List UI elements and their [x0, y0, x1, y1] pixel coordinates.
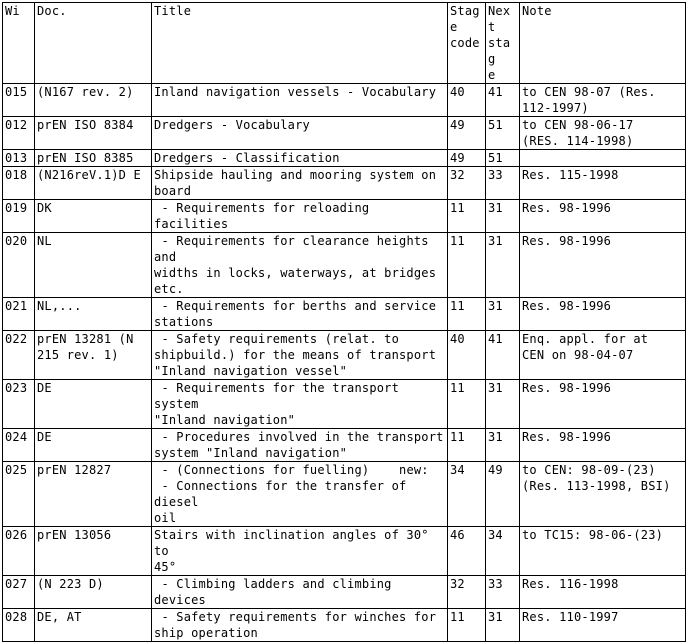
- cell-stage-code: 40: [448, 331, 486, 380]
- cell-next-stage: 31: [486, 609, 520, 642]
- cell-wi: 020: [3, 233, 35, 298]
- table-row: [3, 200, 686, 233]
- cell-next-stage: 31: [486, 429, 520, 462]
- cell-note: Res. 115-1998: [520, 167, 686, 200]
- cell-note: Res. 110-1997: [520, 609, 686, 642]
- header-row: [3, 3, 686, 84]
- cell-title: - Requirements for reloading facilities: [152, 200, 448, 233]
- cell-doc: prEN ISO 8384: [35, 117, 152, 150]
- header-stage-code: Stage code: [448, 3, 486, 84]
- table-row: [3, 429, 686, 462]
- table-row: [3, 233, 686, 298]
- cell-next-stage: 33: [486, 167, 520, 200]
- header-note: Note: [520, 3, 686, 84]
- cell-stage-code: 34: [448, 462, 486, 527]
- cell-wi: 018: [3, 167, 35, 200]
- table-row: [3, 84, 686, 117]
- cell-wi: 013: [3, 150, 35, 167]
- work-items-table: [2, 2, 686, 642]
- cell-next-stage: 51: [486, 150, 520, 167]
- header-wi: Wi: [3, 3, 35, 84]
- cell-stage-code: 11: [448, 233, 486, 298]
- cell-next-stage: 33: [486, 576, 520, 609]
- table-header: [3, 3, 686, 84]
- cell-next-stage: 31: [486, 200, 520, 233]
- cell-title: - Safety requirements for winches for ship operation: [152, 609, 448, 642]
- cell-stage-code: 49: [448, 117, 486, 150]
- cell-stage-code: 49: [448, 150, 486, 167]
- cell-note: Res. 98-1996: [520, 200, 686, 233]
- cell-stage-code: 11: [448, 380, 486, 429]
- table-row: [3, 527, 686, 576]
- cell-title: - Requirements for clearance heights and widths in locks, waterways, at bridges etc.: [152, 233, 448, 298]
- cell-note: Res. 98-1996: [520, 429, 686, 462]
- cell-next-stage: 31: [486, 298, 520, 331]
- cell-title: Stairs with inclination angles of 30° to 45°: [152, 527, 448, 576]
- cell-doc: prEN 13056: [35, 527, 152, 576]
- cell-doc: prEN ISO 8385: [35, 150, 152, 167]
- header-title: Title: [152, 3, 448, 84]
- cell-wi: 027: [3, 576, 35, 609]
- cell-wi: 025: [3, 462, 35, 527]
- cell-wi: 022: [3, 331, 35, 380]
- cell-doc: (N216reV.1)D E: [35, 167, 152, 200]
- cell-note: [520, 150, 686, 167]
- cell-note: to CEN 98-06-17 (RES. 114-1998): [520, 117, 686, 150]
- table-row: [3, 117, 686, 150]
- cell-next-stage: 31: [486, 380, 520, 429]
- cell-title: - Safety requirements (relat. to shipbuild.) for the means of transport "Inland navigation vessel": [152, 331, 448, 380]
- table-row: [3, 609, 686, 642]
- cell-title: - Requirements for berths and service stations: [152, 298, 448, 331]
- cell-doc: DE: [35, 380, 152, 429]
- cell-stage-code: 40: [448, 84, 486, 117]
- cell-title: Inland navigation vessels - Vocabulary: [152, 84, 448, 117]
- cell-title: - Requirements for the transport system "Inland navigation": [152, 380, 448, 429]
- table-row: [3, 462, 686, 527]
- table-row: [3, 576, 686, 609]
- table-row: [3, 380, 686, 429]
- header-doc: Doc.: [35, 3, 152, 84]
- cell-note: Res. 98-1996: [520, 233, 686, 298]
- cell-wi: 023: [3, 380, 35, 429]
- cell-doc: DE, AT: [35, 609, 152, 642]
- cell-note: to TC15: 98-06-(23): [520, 527, 686, 576]
- cell-next-stage: 41: [486, 331, 520, 380]
- cell-note: Res. 116-1998: [520, 576, 686, 609]
- cell-wi: 021: [3, 298, 35, 331]
- cell-doc: prEN 13281 (N 215 rev. 1): [35, 331, 152, 380]
- cell-note: Enq. appl. for at CEN on 98-04-07: [520, 331, 686, 380]
- cell-wi: 015: [3, 84, 35, 117]
- cell-doc: NL: [35, 233, 152, 298]
- cell-stage-code: 32: [448, 576, 486, 609]
- cell-title: Shipside hauling and mooring system on board: [152, 167, 448, 200]
- cell-wi: 019: [3, 200, 35, 233]
- cell-title: Dredgers - Vocabulary: [152, 117, 448, 150]
- cell-doc: NL,...: [35, 298, 152, 331]
- cell-next-stage: 49: [486, 462, 520, 527]
- cell-doc: DK: [35, 200, 152, 233]
- table-body: [3, 84, 686, 642]
- cell-note: to CEN 98-07 (Res. 112-1997): [520, 84, 686, 117]
- cell-title: - (Connections for fuelling) new: - Connections for the transfer of diesel oil: [152, 462, 448, 527]
- cell-next-stage: 34: [486, 527, 520, 576]
- table-row: [3, 150, 686, 167]
- cell-doc: (N 223 D): [35, 576, 152, 609]
- cell-doc: prEN 12827: [35, 462, 152, 527]
- cell-note: Res. 98-1996: [520, 298, 686, 331]
- cell-wi: 024: [3, 429, 35, 462]
- cell-title: - Procedures involved in the transport system "Inland navigation": [152, 429, 448, 462]
- cell-next-stage: 41: [486, 84, 520, 117]
- cell-stage-code: 32: [448, 167, 486, 200]
- cell-next-stage: 51: [486, 117, 520, 150]
- table-row: [3, 298, 686, 331]
- cell-doc: (N167 rev. 2): [35, 84, 152, 117]
- cell-stage-code: 46: [448, 527, 486, 576]
- cell-next-stage: 31: [486, 233, 520, 298]
- cell-wi: 026: [3, 527, 35, 576]
- cell-stage-code: 11: [448, 429, 486, 462]
- cell-title: Dredgers - Classification: [152, 150, 448, 167]
- cell-stage-code: 11: [448, 609, 486, 642]
- cell-title: - Climbing ladders and climbing devices: [152, 576, 448, 609]
- cell-note: Res. 98-1996: [520, 380, 686, 429]
- cell-doc: DE: [35, 429, 152, 462]
- cell-stage-code: 11: [448, 298, 486, 331]
- cell-stage-code: 11: [448, 200, 486, 233]
- cell-wi: 012: [3, 117, 35, 150]
- cell-note: to CEN: 98-09-(23) (Res. 113-1998, BSI): [520, 462, 686, 527]
- cell-wi: 028: [3, 609, 35, 642]
- table-row: [3, 331, 686, 380]
- table-row: [3, 167, 686, 200]
- header-next-stage: Next stag e: [486, 3, 520, 84]
